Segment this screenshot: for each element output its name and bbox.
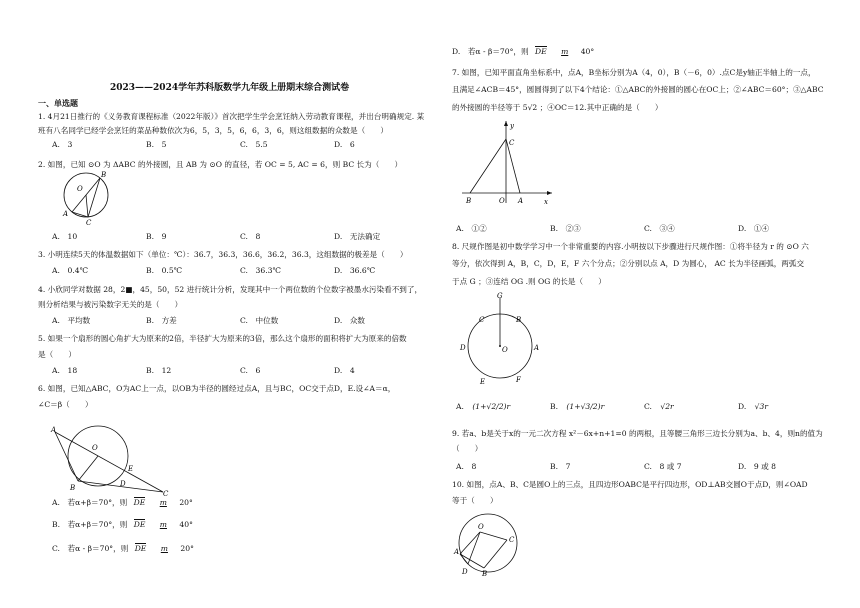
q9-option-a: A. 8 xyxy=(456,462,477,471)
q5-text-line1: 5. 如果一个扇形的圆心角扩大为原来的2倍，半径扩大为原来的3倍，那么这个扇形的面积将扩大为原来的倍数 xyxy=(38,334,407,343)
q1-option-b: B. 5 xyxy=(146,140,167,149)
q2-label-c: C xyxy=(86,219,92,227)
q6-text-line1: 6. 如图，已知△ABC，O为AC上一点，以OB为半径的圆经过点A，且与BC，OC交于点D，E.设∠A＝α， xyxy=(38,384,396,393)
q6-label-o: O xyxy=(92,444,98,452)
q6-option-c-value: 20° xyxy=(180,544,194,553)
q2-option-b: B. 9 xyxy=(146,232,167,241)
q8-option-b-label: B. xyxy=(550,402,558,411)
q7-option-b: B. ②③ xyxy=(550,224,581,233)
q7-label-y: y xyxy=(510,122,514,130)
q8-option-d-expr: √3r xyxy=(754,402,768,411)
q6-label-c: C xyxy=(163,490,169,496)
q8-figure xyxy=(452,290,552,390)
q5-option-a: A. 18 xyxy=(52,366,78,375)
q8-label-a: A xyxy=(534,344,540,352)
q10-figure xyxy=(452,510,532,580)
q3-option-d: D. 36.6℃ xyxy=(334,266,376,275)
q6-label-e: E xyxy=(128,465,134,473)
q7-option-d: D. ①④ xyxy=(738,224,770,233)
q2-text-line1: 2. 如图，已知 ⊙O 为 ΔABC 的外接圆，且 AB 为 ⊙O 的直径，若 OC = 5, AC = 6，则 BC 长为（ ） xyxy=(38,160,403,169)
q6-option-b-m: m xyxy=(159,520,167,529)
q6-option-b-cond: B. 若α+β＝70°，则 xyxy=(52,520,128,529)
q4-option-c: C. 中位数 xyxy=(240,316,279,325)
q8-label-b: B xyxy=(516,316,522,324)
q6-option-d-cond: D. 若α - β＝70°，则 xyxy=(452,47,529,56)
q8-option-c-label: C. xyxy=(644,402,652,411)
q7-label-x: x xyxy=(544,198,548,206)
q3-option-c: C. 36.3℃ xyxy=(240,266,281,275)
q4-option-b: B. 方差 xyxy=(146,316,177,325)
q2-label-b: B xyxy=(101,171,107,179)
q6-option-c-arc: DE xyxy=(134,544,147,553)
q7-option-c: C. ③④ xyxy=(644,224,675,233)
q2-option-c: C. 8 xyxy=(240,232,261,241)
q6-option-b-value: 40° xyxy=(179,520,193,529)
q10-label-o: O xyxy=(478,523,484,531)
q2-option-d: D. 无法确定 xyxy=(334,232,381,241)
q6-label-b: B xyxy=(70,484,76,492)
q1-option-d: D. 6 xyxy=(334,140,355,149)
q6-label-d: D xyxy=(120,480,126,488)
q6-option-a-arc: DE xyxy=(133,498,146,507)
q8-label-f: F xyxy=(516,376,521,384)
q5-option-d: D. 4 xyxy=(334,366,355,375)
q6-label-a: A xyxy=(51,426,57,434)
q8-text-line3: 于点 G ；③连结 OG .则 OG 的长是（ ） xyxy=(452,277,606,286)
q10-text-line1: 10. 如图，点A、B、C是圆O上的三点，且四边形OABC是平行四边形，OD⊥AB交圆O于点D，则∠OAD xyxy=(452,480,808,489)
q1-text-line1: 1. 4月21日推行的《义务教育课程标准（2022年版）》首次把学生学会烹饪纳入劳动教育课程，并出台明确规定. 某 xyxy=(38,112,425,121)
q8-label-o: O xyxy=(502,346,508,354)
q8-option-d xyxy=(738,402,768,412)
q6-option-a-value: 20° xyxy=(179,498,193,507)
q2-figure xyxy=(48,168,118,228)
q7-figure xyxy=(456,117,556,207)
q6-figure xyxy=(48,424,173,496)
q8-label-e: E xyxy=(480,378,486,386)
q5-text-line2: 是（ ） xyxy=(38,350,76,359)
q6-option-a-cond: A. 若α+β＝70°，则 xyxy=(52,498,128,507)
q8-option-c xyxy=(644,402,674,412)
q6-option-b-arc: DE xyxy=(133,520,146,529)
page-title: 2023——2024学年苏科版数学九年级上册期末综合测试卷 xyxy=(110,83,350,93)
q7-label-o: O xyxy=(499,197,505,205)
q6-text-line2: ∠C＝β（ ） xyxy=(38,400,93,409)
q7-label-b: B xyxy=(466,197,472,205)
q6-option-c-m: m xyxy=(160,544,168,553)
q9-text-line2: （ ） xyxy=(452,444,483,453)
q8-option-d-label: D. xyxy=(738,402,747,411)
q6-option-d-arc: DE xyxy=(535,47,547,56)
q6-option-a-m: m xyxy=(159,498,167,507)
q8-option-b xyxy=(550,402,604,412)
q10-text-line2: 等于（ ） xyxy=(452,496,498,505)
q6-option-d-m: m xyxy=(561,47,569,56)
q6-option-b xyxy=(52,520,193,530)
q7-label-c: C xyxy=(509,139,515,147)
q6-option-d xyxy=(452,47,594,57)
q4-option-a: A. 平均数 xyxy=(52,316,91,325)
q7-text-line3: 的外接圆的半径等于 5√2 ；④OC＝12.其中正确的是（ ） xyxy=(452,103,663,112)
q8-option-c-expr: √2r xyxy=(660,402,674,411)
q2-option-a: A. 10 xyxy=(52,232,78,241)
q8-option-a-label: A. xyxy=(456,402,464,411)
q3-option-b: B. 0.5℃ xyxy=(146,266,183,275)
section-heading: 一、单选题 xyxy=(38,98,78,108)
q10-label-a: A xyxy=(454,548,460,556)
q9-option-d: D. 9 或 8 xyxy=(738,462,776,471)
q5-option-c: C. 6 xyxy=(240,366,261,375)
q3-text-line1: 3. 小明连续5天的体温数据如下（单位：℃）：36.7，36.3，36.6，36.2，36.3，这组数据的极差是（ ） xyxy=(38,250,408,259)
q6-option-c-cond: C. 若α - β＝70°，则 xyxy=(52,544,129,553)
q9-option-b: B. 7 xyxy=(550,462,571,471)
q2-label-a: A xyxy=(63,210,69,218)
q7-text-line2: 且满足∠ACB＝45°，圆圆得到了以下4个结论：①△ABC的外接圆的圆心在OC上；②∠ABC＝60°；③△ABC xyxy=(452,85,824,94)
q1-text-line2: 班有八名同学已经学会烹饪的菜品种数依次为6，5，3，5，6，6，3，6，则这组数据的众数是（ ） xyxy=(38,126,388,135)
q1-option-a: A. 3 xyxy=(52,140,73,149)
q10-label-b: B xyxy=(482,570,488,578)
q8-option-a-expr: (1+√2/2)r xyxy=(472,402,511,411)
q4-option-d: D. 众数 xyxy=(334,316,366,325)
q7-label-a: A xyxy=(518,197,524,205)
q5-option-b: B. 12 xyxy=(146,366,172,375)
q10-label-d: D xyxy=(462,568,468,576)
q10-label-c: C xyxy=(509,536,515,544)
q7-option-a: A. ①② xyxy=(456,224,487,233)
q7-text-line1: 7. 如图，已知平面直角坐标系中，点A，B坐标分别为A（4，0），B（－6，0）.点C是y轴正半轴上的一点， xyxy=(452,68,816,77)
q8-label-d: D xyxy=(460,344,466,352)
q6-option-c xyxy=(52,544,194,554)
q8-text-line2: 等分，依次得到 A，B，C，D，E，F 六个分点；②分别以点 A，D 为圆心， AC 长为半径画弧，两弧交 xyxy=(452,259,805,268)
q8-label-c: C xyxy=(479,316,485,324)
q1-option-c: C. 5.5 xyxy=(240,140,268,149)
q8-option-a xyxy=(456,402,510,412)
q2-label-o: O xyxy=(77,185,83,193)
q8-text-line1: 8. 尺规作图是初中数学学习中一个非常重要的内容.小明按以下步骤进行尺规作图：①将半径为 r 的 ⊙O 六 xyxy=(452,242,809,251)
q8-option-b-expr: (1+√3/2)r xyxy=(566,402,605,411)
q4-text-line1: 4. 小欣同学对数据 28，2■，45，50，52 进行统计分析，发现其中一个两位数的个位数字被墨水污染看不到了， xyxy=(38,285,423,294)
q9-text-line1: 9. 若a、b是关于x的一元二次方程 x²－6x+n+1=0 的两根，且等腰三角形三边长分别为a、b、4，则n的值为 xyxy=(452,429,823,438)
q6-option-d-value: 40° xyxy=(580,47,595,56)
q8-label-g: G xyxy=(497,292,503,300)
q9-option-c: C. 8 或 7 xyxy=(644,462,682,471)
q4-text-line2: 则分析结果与被污染数字无关的是（ ） xyxy=(38,300,183,309)
q6-option-a xyxy=(52,498,193,508)
q3-option-a: A. 0.4℃ xyxy=(52,266,89,275)
